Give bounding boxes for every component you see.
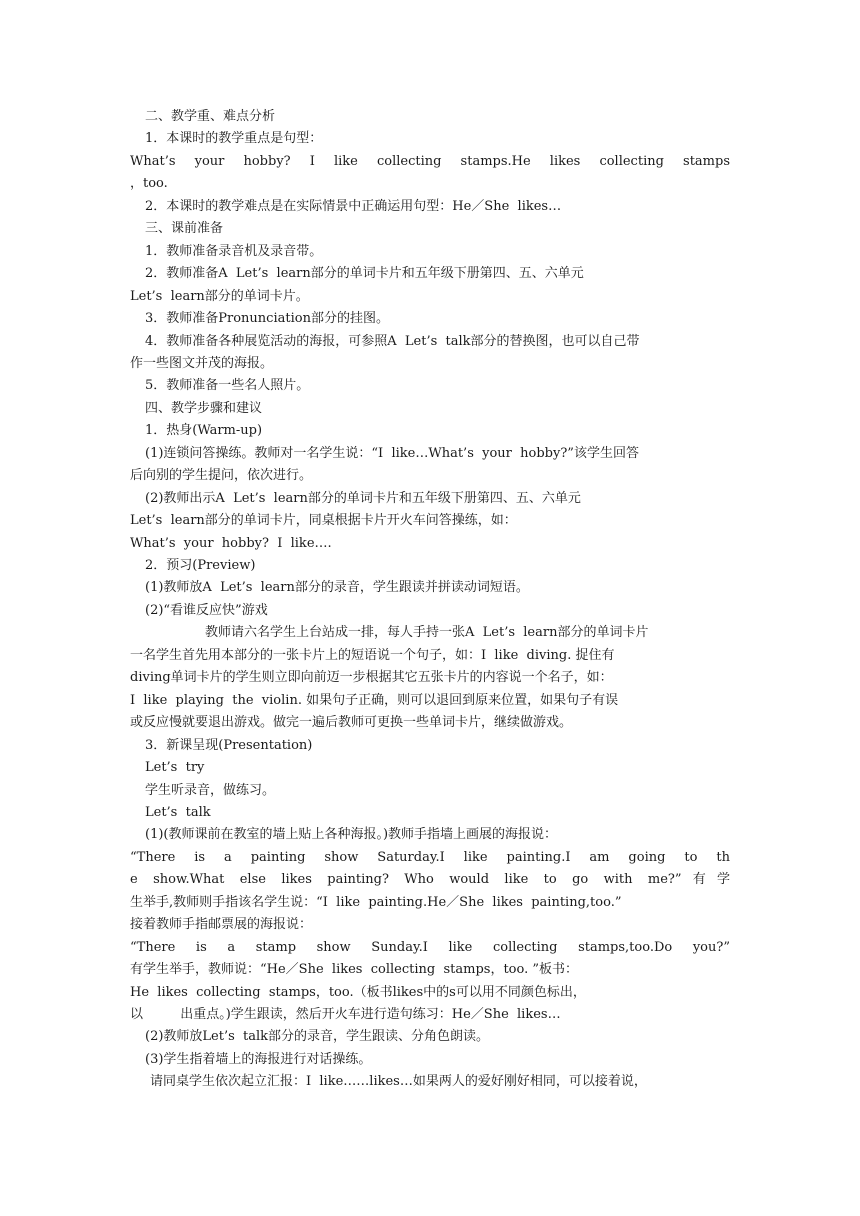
document-line: 以 出重点。)学生跟读，然后开火车进行造句练习：He／She likes… xyxy=(130,1007,561,1022)
document-line: (3)学生指着墙上的海报进行对话操练。 xyxy=(145,1051,372,1067)
document-line: Let’s learn部分的单词卡片。 xyxy=(130,288,309,304)
document-line: 或反应慢就要退出游戏。做完一遍后教师可更换一些单词卡片，继续做游戏。 xyxy=(130,715,573,731)
document-line: Let’s try xyxy=(145,760,205,776)
document-line: (1)教师放A Let’s learn部分的录音，学生跟读并拼读动词短语。 xyxy=(145,580,529,596)
document-line: 3．教师准备Pronunciation部分的挂图。 xyxy=(145,311,389,327)
document-line: 生举手,教师则手指该名学生说：“I like painting.He／She likes painting,too.” xyxy=(130,894,622,910)
document-line: 作一些图文并茂的海报。 xyxy=(130,355,274,371)
document-line: 后向别的学生提问，依次进行。 xyxy=(130,468,313,484)
document-line: Let’s talk xyxy=(145,804,211,820)
document-line: 2．教师准备A Let’s learn部分的单词卡片和五年级下册第四、五、六单元 xyxy=(145,266,584,282)
document-line: 四、教学步骤和建议 xyxy=(145,400,263,416)
document-line: diving单词卡片的学生则立即向前迈一步根据其它五张卡片的内容说一个名子，如： xyxy=(130,670,613,686)
document-line: 请同桌学生依次起立汇报：I like……likes…如果两人的爱好刚好相同，可以接着说， xyxy=(150,1074,647,1090)
document-line: Let’s learn部分的单词卡片，同桌根据卡片开火车问答操练，如： xyxy=(130,513,517,529)
document-line: (1)连锁问答操练。教师对一名学生说：“I like…What’s your hobby?”该学生回答 xyxy=(145,445,639,461)
document-line: 三、课前准备 xyxy=(145,221,224,237)
document-line: What’s your hobby? I like…. xyxy=(130,535,332,551)
document-line: 2．本课时的教学难点是在实际情景中正确运用句型：He／She likes… xyxy=(145,198,562,214)
document-line: 4．教师准备各种展览活动的海报，可参照A Let’s talk部分的替换图，也可以自己带 xyxy=(145,333,640,349)
document-line: e show.What else likes painting? Who would like to go with me?”有学 xyxy=(130,872,730,888)
document-line: 5．教师准备一些名人照片。 xyxy=(145,378,310,394)
document-line: 学生听录音，做练习。 xyxy=(145,782,276,798)
document-line: 2．预习(Preview) xyxy=(145,558,256,573)
document-line: “There is a painting show Saturday.I like painting.I am going to th xyxy=(130,849,730,865)
document-line: 有学生举手，教师说：“He／She likes collecting stamps，too. ”板书： xyxy=(130,962,578,978)
document-line: “There is a stamp show Sunday.I like collecting stamps,too.Do you?” xyxy=(130,939,730,955)
document-line: 1．热身(Warm-up) xyxy=(145,423,263,439)
document-line: What’s your hobby? I like collecting stamps.He likes collecting stamps xyxy=(130,153,730,169)
document-line: (2)教师出示A Let’s learn部分的单词卡片和五年级下册第四、五、六单元 xyxy=(145,490,581,506)
document-line: 1．教师准备录音机及录音带。 xyxy=(145,243,323,259)
document-line: He likes collecting stamps，too.（板书likes中的s可以用不同颜色标出， xyxy=(130,984,586,1000)
document-line: 二、教学重、难点分析 xyxy=(145,109,276,124)
document-line: (2)“看谁反应快”游戏 xyxy=(145,602,268,618)
document-line: 教师请六名学生上台站成一排，每人手持一张A Let’s learn部分的单词卡片 xyxy=(205,625,649,641)
document-line: (2)教师放Let’s talk部分的录音，学生跟读、分角色朗读。 xyxy=(145,1029,490,1045)
document-line: 接着教师手指邮票展的海报说： xyxy=(130,917,313,933)
document-line: 1．本课时的教学重点是句型： xyxy=(145,131,323,147)
document-line: ，too. xyxy=(130,176,168,192)
document-line: 一名学生首先用本部分的一张卡片上的短语说一个句子，如：I like diving. 捉住有 xyxy=(130,647,615,663)
document-line: 3．新课呈现(Presentation) xyxy=(145,737,313,753)
document-line: (1)(教师课前在教室的墙上贴上各种海报。)教师手指墙上画展的海报说： xyxy=(145,827,558,843)
document-line: I like playing the violin. 如果句子正确，则可以退回到原来位置，如果句子有误 xyxy=(130,692,619,708)
